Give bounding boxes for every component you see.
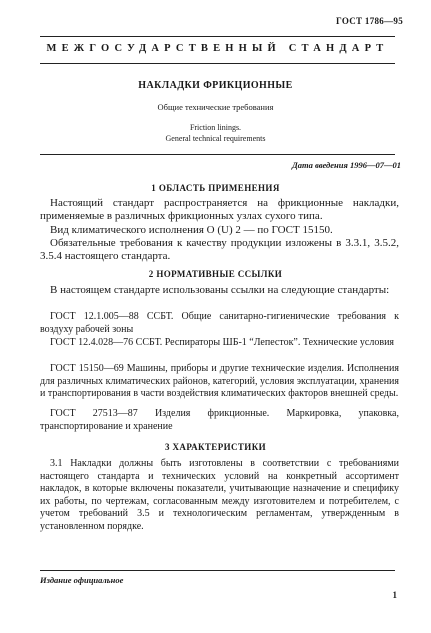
official-edition-label: Издание официальное [40,575,124,585]
standard-number: ГОСТ 1786—95 [336,16,403,26]
english-title-line-2: General technical requirements [165,134,266,143]
footer-divider [40,570,395,571]
title-divider [40,154,395,155]
banner-text: МЕЖГОСУДАРСТВЕННЫЙ СТАНДАРТ [46,43,389,54]
section-paragraph: В настоящем стандарте использованы ссылки на следующие стандарты: [50,284,390,296]
section-paragraph: Обязательные требования к качеству продукции изложены в 3.3.1, 3.5.2, 3.5.4 настоящего стандарта. [40,237,399,263]
english-title [0,122,431,144]
section-paragraph: 3.1 Накладки должны быть изготовлены в соответствии с требованиями настоящего стандарта и технических условий на конкретный ассортимент накладок, в которые включены показатели, учитывающие назначение и специфику их работы, по чертежам, согласованным между изготовителем и потребителем, с учетом требований 3.5 и технологическим регламентам, утвержденным в установленном порядке. [40,458,399,532]
introduction-date [292,160,401,170]
section-paragraph: Вид климатического исполнения О (U) 2 — по ГОСТ 15150. [50,224,333,236]
document-title: НАКЛАДКИ ФРИКЦИОННЫЕ [138,80,293,91]
document-subtitle: Общие технические требования [157,102,274,112]
page-number: 1 [392,590,397,600]
section-heading-characteristics: 3 ХАРАКТЕРИСТИКИ [164,442,267,452]
reference-item: ГОСТ 12.4.028—76 ССБТ. Респираторы ШБ-1 “Лепесток”. Технические условия [50,337,395,348]
section-heading-normative-references: 2 НОРМАТИВНЫЕ ССЫЛКИ [148,269,283,279]
section-paragraph: Настоящий стандарт распространяется на фрикционные накладки, применяемые в различных фрикционных узлах сухого типа. [40,197,399,223]
interstate-standard-banner [40,36,395,64]
english-title-line-1: Friction linings. [189,123,242,132]
introduction-date-value: 1996—07—01 [350,160,401,170]
introduction-date-label: Дата введения [291,160,348,170]
reference-item: ГОСТ 27513—87 Изделия фрикционные. Маркировка, упаковка, транспортирование и хранение [40,408,399,432]
section-heading-scope: 1 ОБЛАСТЬ ПРИМЕНЕНИЯ [151,183,280,193]
reference-item: ГОСТ 12.1.005—88 ССБТ. Общие санитарно-гигиенические требования к воздуху рабочей зоны [40,311,399,335]
reference-item: ГОСТ 15150—69 Машины, приборы и другие технические изделия. Исполнения для различных климатических районов, категорий, условия эксплуатации, хранения и транспортирования в части воздействия климатических факторов внешней среды. [40,363,399,400]
